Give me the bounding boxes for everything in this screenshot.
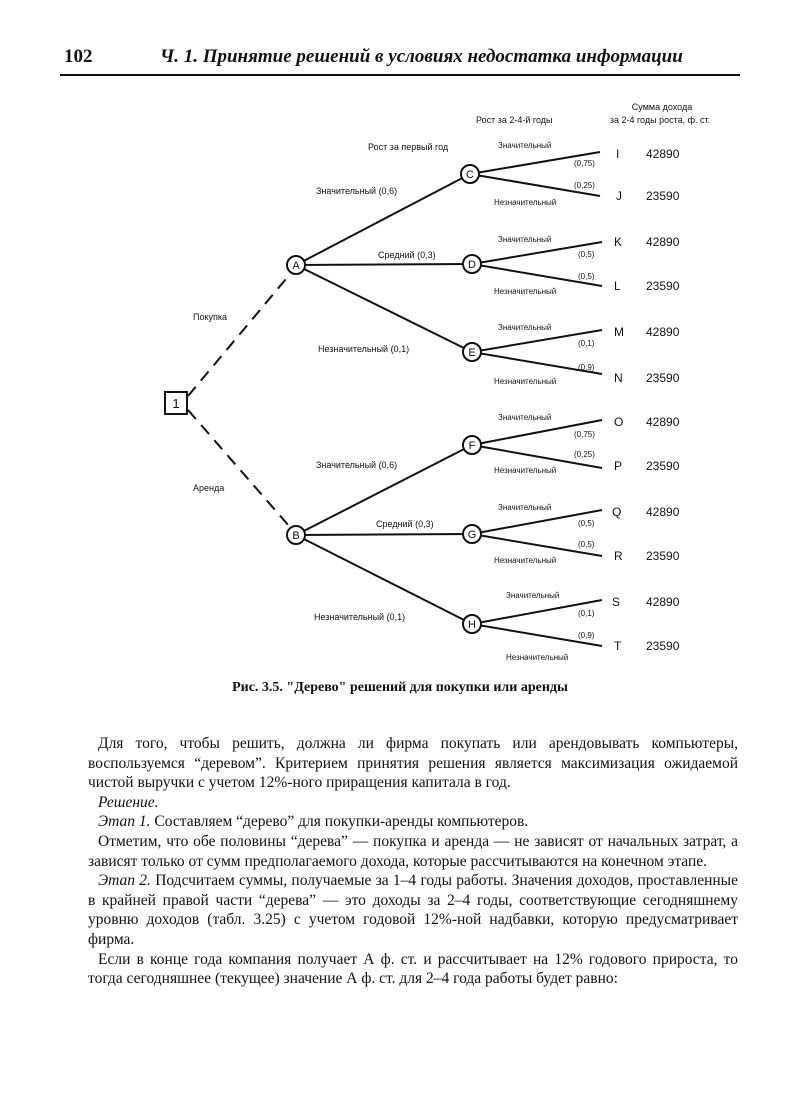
decision-tree-diagram <box>0 80 800 670</box>
outcome-amount: 23590 <box>646 371 680 385</box>
outcome-amount: 42890 <box>646 595 680 609</box>
outcome-letter: S <box>612 595 621 609</box>
outcome-letter: M <box>614 325 624 339</box>
outcome-letter: L <box>614 279 621 293</box>
outcome-amount: 42890 <box>646 147 680 161</box>
node-H-label: H <box>468 619 476 631</box>
node-E-label: E <box>468 347 476 359</box>
outcome-prob: (0,5) <box>578 272 595 281</box>
paragraph-step2 <box>88 871 738 949</box>
label-A-significant: Значительный (0,6) <box>316 186 398 196</box>
outcome-N <box>494 363 680 386</box>
header-years-2-4: Рост за 2-4-й годы <box>476 115 553 125</box>
step2-text: Подсчитаем суммы, получаемые за 1–4 годы работы. Значения доходов, проставленные в крайней правой части “дерева” — это доходы за 2–4 годы, соответствующие сегодняшнему уровню доходов (табл. 3.25) с учетом годовой 12%-ной надбавки, которую предусматривает фирма. <box>88 872 738 948</box>
page-header <box>60 44 740 76</box>
branch-lease-line <box>188 410 296 534</box>
outcome-amount: 42890 <box>646 505 680 519</box>
step2-label: Этап 2. <box>98 872 151 890</box>
outcome-letter: Q <box>612 505 622 519</box>
outcome-prob: (0,9) <box>578 631 595 640</box>
label-B-significant: Значительный (0,6) <box>316 460 398 470</box>
outcome-prob: (0,1) <box>578 609 595 618</box>
node-B-label: B <box>292 530 300 542</box>
outcome-growth: Значительный <box>498 235 552 244</box>
paragraph-formula-intro: Если в конце года компания получает А ф. ст. и рассчитывает на 12% годового прироста, то тогда сегодняшнее (текущее) значение А ф. ст. для 2–4 года работы будет равно: <box>88 950 738 988</box>
outcome-growth: Значительный <box>498 413 552 422</box>
chance-nodes <box>287 165 481 633</box>
outcome-letter: J <box>616 189 622 203</box>
outcome-growth: Значительный <box>498 503 552 512</box>
node-A-label: A <box>292 260 300 272</box>
paragraph-note: Отметим, что обе половины “дерева” — покупка и аренда — не зависят от начальных затрат, а зависят только от сумм предполагаемого дохода, которые рассчитываются на конечном этапе. <box>88 832 738 870</box>
branch-A-E <box>296 265 472 352</box>
paragraph-intro: Для того, чтобы решить, должна ли фирма покупать или арендовывать компьютеры, воспользуемся “деревом”. Критерием принятия решения является максимизация ожидаемой чистой выручки с учетом 12%-ного приращения капитала в год. <box>88 735 738 792</box>
outcome-prob: (0,1) <box>578 339 595 348</box>
outcome-prob: (0,5) <box>578 519 595 528</box>
label-A-minor: Незначительный (0,1) <box>318 344 410 354</box>
outcome-letter: P <box>614 459 623 473</box>
branch-lease-label: Аренда <box>193 483 225 493</box>
outcome-growth: Значительный <box>506 591 560 600</box>
outcome-prob: (0,9) <box>578 363 595 372</box>
outcome-letter: R <box>614 549 623 563</box>
outcome-letter: N <box>614 371 623 385</box>
outcome-amount: 23590 <box>646 189 680 203</box>
label-B-medium: Средний (0,3) <box>376 519 434 529</box>
label-A-medium: Средний (0,3) <box>378 250 436 260</box>
outcome-growth: Незначительный <box>494 198 557 207</box>
label-B-minor: Незначительный (0,1) <box>314 612 406 622</box>
outcome-growth: Незначительный <box>494 556 557 565</box>
outcome-growth: Незначительный <box>494 466 557 475</box>
outcome-letter: I <box>616 147 620 161</box>
outcome-prob: (0,75) <box>574 430 595 439</box>
outcome-T <box>506 631 680 662</box>
outcome-growth: Незначительный <box>494 287 557 296</box>
step1-text: Составляем “дерево” для покупки-аренды компьютеров. <box>154 813 529 831</box>
outcome-amount: 42890 <box>646 235 680 249</box>
header-first-year: Рост за первый год <box>368 142 449 152</box>
paragraph-step1 <box>88 812 738 832</box>
page-number: 102 <box>64 46 93 67</box>
outcome-growth: Значительный <box>498 141 552 150</box>
figure-caption: Рис. 3.5. "Дерево" решений для покупки или аренды <box>232 680 568 695</box>
outcome-letter: T <box>614 639 622 653</box>
running-title: Ч. 1. Принятие решений в условиях недостатка информации <box>160 46 683 67</box>
outcome-amount: 42890 <box>646 415 680 429</box>
outcome-growth: Незначительный <box>506 653 569 662</box>
solution-label: Решение. <box>98 793 159 811</box>
outcome-letter: K <box>614 235 623 249</box>
outcome-letter: O <box>614 415 624 429</box>
body-text <box>88 734 738 989</box>
outcome-amount: 42890 <box>646 325 680 339</box>
node-D-label: D <box>468 259 476 271</box>
outcome-M <box>498 323 680 348</box>
outcome-growth: Незначительный <box>494 377 557 386</box>
branch-B-H <box>296 535 472 624</box>
outcome-growth: Значительный <box>498 323 552 332</box>
outcome-S <box>506 591 680 618</box>
outcome-amount: 23590 <box>646 639 680 653</box>
branch-A-D <box>296 264 472 265</box>
outcome-amount: 23590 <box>646 549 680 563</box>
outcome-prob: (0,5) <box>578 250 595 259</box>
branch-B-G <box>296 534 472 535</box>
second-level-branches <box>467 152 602 646</box>
node-G-label: G <box>467 529 477 541</box>
header-income-line2: за 2-4 годы роста, ф. ст. <box>609 115 711 125</box>
decision-node-label: 1 <box>172 396 180 411</box>
outcome-amount: 23590 <box>646 459 680 473</box>
branch-buy-line <box>188 267 296 396</box>
outcome-prob: (0,25) <box>574 450 595 459</box>
node-C-label: C <box>466 169 474 181</box>
step1-label: Этап 1. <box>98 813 151 831</box>
outcome-prob: (0,5) <box>578 540 595 549</box>
outcome-prob: (0,25) <box>574 181 595 190</box>
outcome-prob: (0,75) <box>574 159 595 168</box>
header-income-line1: Сумма дохода <box>631 102 693 112</box>
node-F-label: F <box>468 440 476 452</box>
outcome-amount: 23590 <box>646 279 680 293</box>
branch-buy-label: Покупка <box>193 312 228 322</box>
